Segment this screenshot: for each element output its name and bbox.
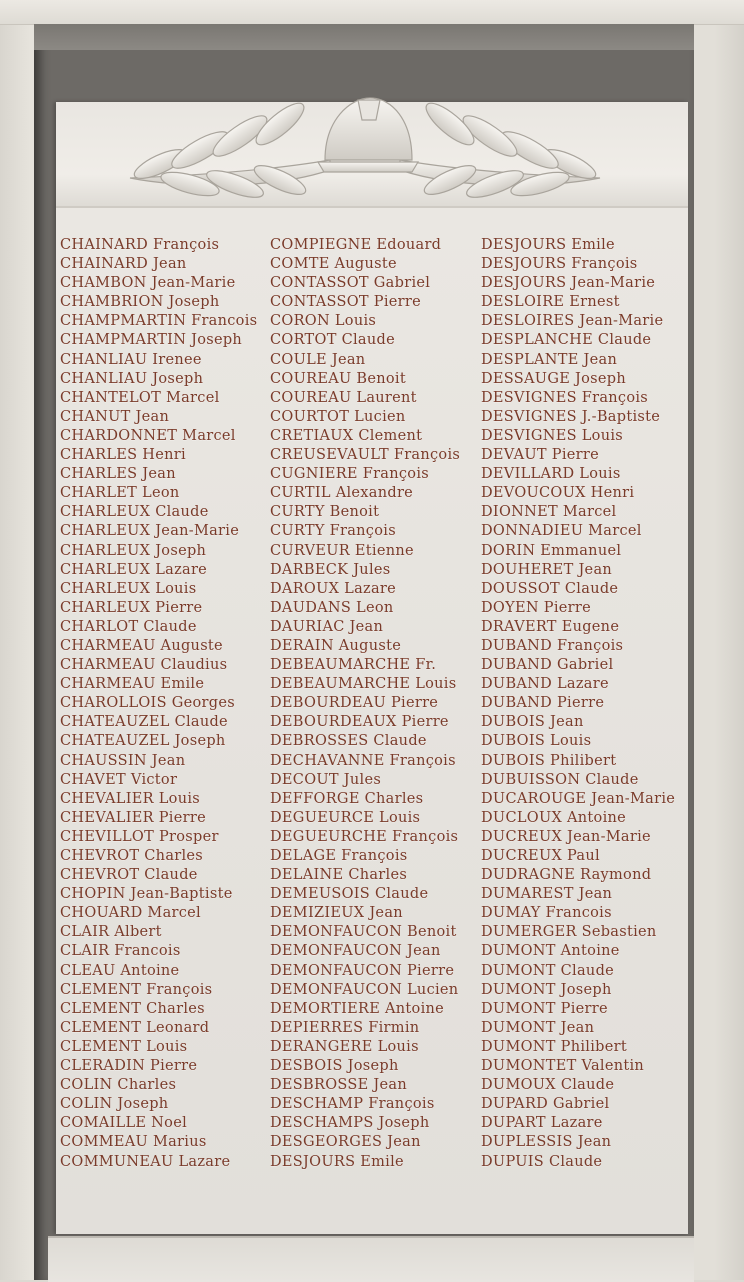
inscribed-name: COULE Jean	[270, 351, 366, 368]
inscribed-name: DUCREUX Paul	[481, 848, 600, 864]
inscribed-name: DUPUIS Claude	[481, 1153, 603, 1170]
inscribed-name: DESJOURS Jean-Marie	[481, 275, 656, 292]
inscribed-name: CLEAU Antoine	[60, 962, 180, 979]
inscribed-name: DESCHAMP François	[270, 1096, 435, 1113]
inscribed-name: DUMONT Joseph	[481, 981, 612, 998]
inscribed-name: COMAILLE Noel	[60, 1115, 188, 1132]
inscribed-name: DUMONT Claude	[481, 962, 615, 979]
inscribed-name: CHAMPMARTIN Joseph	[60, 332, 243, 349]
inscribed-name: DRAVERT Eugene	[481, 618, 620, 635]
inscribed-name: DUBOIS Philibert	[481, 752, 617, 769]
inscribed-name: DEBEAUMARCHE Fr.	[270, 657, 437, 674]
inscribed-name: CHARLEUX Jean-Marie	[60, 523, 240, 540]
inscribed-name: CHOPIN Jean-Baptiste	[60, 886, 233, 903]
inscribed-name: CHAMBON Jean-Marie	[60, 275, 236, 292]
inscribed-name: CONTASSOT Gabriel	[270, 275, 431, 292]
inscribed-name: DIONNET Marcel	[481, 504, 617, 521]
name-column-2	[270, 236, 460, 1172]
inscribed-name: CHARLEUX Louis	[60, 580, 197, 597]
inscribed-name: DUBOIS Jean	[481, 714, 584, 731]
inscribed-name: CHARMEAU Auguste	[60, 637, 223, 654]
inscribed-name: CHEVALIER Pierre	[60, 809, 206, 826]
inscribed-name: CHARLEUX Claude	[60, 504, 209, 521]
inscribed-name: CHEVALIER Louis	[60, 790, 201, 807]
inscribed-name: DEMIZIEUX Jean	[270, 905, 403, 922]
inscribed-name: DERAIN Auguste	[270, 637, 402, 654]
inscribed-name: DESJOURS Emile	[481, 237, 615, 253]
inscribed-name: DAURIAC Jean	[270, 618, 384, 635]
inscribed-name: DAROUX Lazare	[270, 580, 397, 597]
inscribed-name: CHANLIAU Joseph	[60, 370, 204, 387]
wall-cornice	[0, 0, 744, 25]
inscribed-name: DESLOIRES Jean-Marie	[481, 313, 664, 330]
inscribed-name: CHAMPMARTIN Francois	[60, 313, 258, 330]
inscribed-name: CURTIL Alexandre	[270, 485, 414, 502]
inscribed-name: DUPLESSIS Jean	[481, 1134, 612, 1151]
inscribed-name: DUDRAGNE Raymond	[481, 867, 652, 884]
inscribed-name: DARBECK Jules	[270, 561, 391, 578]
inscribed-name: DEVOUCOUX Henri	[481, 485, 635, 502]
inscribed-name: DEMEUSOIS Claude	[270, 886, 429, 903]
inscribed-name: CHAROLLOIS Georges	[60, 695, 235, 712]
inscribed-name: DUMERGER Sebastien	[481, 924, 657, 941]
inscribed-name: DESLOIRE Ernest	[481, 294, 620, 311]
inscribed-name: DUMONTET Valentin	[481, 1058, 645, 1075]
inscribed-name: CLAIR Francois	[60, 943, 181, 960]
inscribed-name: CHARLES Henri	[60, 447, 186, 464]
inscribed-name: DEVAUT Pierre	[481, 447, 599, 464]
inscribed-name: DUMONT Antoine	[481, 943, 620, 960]
inscribed-name: CHAINARD François	[60, 237, 220, 253]
inscribed-name: DEPIERRES Firmin	[270, 1019, 420, 1036]
inscribed-name: CHARLEUX Joseph	[60, 542, 207, 559]
inscribed-name: CHANLIAU Irenee	[60, 351, 202, 368]
inscribed-name: CHAMBRION Joseph	[60, 294, 220, 311]
inscribed-name: CLAIR Albert	[60, 924, 162, 941]
inscribed-name: CHEVROT Claude	[60, 867, 198, 884]
inscribed-name: DUMONT Pierre	[481, 1000, 608, 1017]
inscribed-name: DUCREUX Jean-Marie	[481, 828, 651, 845]
inscribed-name: COMTE Auguste	[270, 256, 397, 273]
inscribed-name: DUBAND Lazare	[481, 676, 609, 693]
inscribed-name: CHAINARD Jean	[60, 256, 187, 273]
inscribed-name: DESJOURS François	[481, 256, 638, 273]
plaque-base-ledge	[48, 1236, 694, 1282]
inscribed-name: COMMUNEAU Lazare	[60, 1153, 231, 1170]
inscribed-name: DOYEN Pierre	[481, 599, 591, 616]
inscribed-name: DAUDANS Leon	[270, 599, 394, 616]
inscribed-name: DECOUT Jules	[270, 771, 382, 788]
inscribed-name: CLEMENT Charles	[60, 1000, 205, 1017]
inscribed-name: DEVILLARD Louis	[481, 466, 621, 483]
inscribed-name: DEMONFAUCON Lucien	[270, 981, 459, 998]
inscribed-name: DEBOURDEAUX Pierre	[270, 714, 449, 731]
inscribed-name: CUGNIERE François	[270, 466, 430, 483]
inscribed-name: DUMONT Jean	[481, 1019, 595, 1036]
inscribed-name: CURTY Benoit	[270, 504, 380, 521]
inscribed-name: CHATEAUZEL Joseph	[60, 733, 226, 750]
inscribed-name: COUREAU Benoit	[270, 370, 406, 387]
inscribed-name: DESSAUGE Joseph	[481, 370, 626, 387]
inscribed-name: CHARLOT Claude	[60, 618, 197, 635]
inscribed-name: DESVIGNES François	[481, 389, 649, 406]
name-column-1	[60, 236, 257, 1172]
inscribed-name: COURTOT Lucien	[270, 408, 406, 425]
inscribed-name: DUMONT Philibert	[481, 1038, 627, 1055]
inscribed-name: DERANGERE Louis	[270, 1038, 419, 1055]
inscribed-name: DEMONFAUCON Jean	[270, 943, 441, 960]
inscribed-name: DESBROSSE Jean	[270, 1077, 407, 1094]
inscribed-name: DUMAREST Jean	[481, 886, 613, 903]
inscribed-name: DEBROSSES Claude	[270, 733, 427, 750]
laurel-wreath-helmet-icon	[120, 80, 610, 210]
inscribed-name: CHANTELOT Marcel	[60, 389, 220, 406]
recess-lintel	[34, 24, 694, 50]
inscribed-name: DORIN Emmanuel	[481, 542, 622, 559]
inscribed-name: DEBEAUMARCHE Louis	[270, 676, 457, 693]
inscribed-name: DUPARD Gabriel	[481, 1096, 610, 1113]
inscribed-name: DUCAROUGE Jean-Marie	[481, 790, 676, 807]
inscribed-name: DEMONFAUCON Benoit	[270, 924, 457, 941]
inscribed-name: COLIN Charles	[60, 1077, 177, 1094]
inscribed-name: DUBOIS Louis	[481, 733, 592, 750]
inscribed-name: COLIN Joseph	[60, 1096, 169, 1113]
inscribed-name: CHEVROT Charles	[60, 848, 204, 864]
inscribed-name: CLEMENT Leonard	[60, 1019, 210, 1036]
inscribed-name: DONNADIEU Marcel	[481, 523, 642, 540]
inscribed-name: CHATEAUZEL Claude	[60, 714, 228, 731]
inscribed-name: DEGUEURCE Louis	[270, 809, 421, 826]
inscribed-name: CHARLEUX Lazare	[60, 561, 208, 578]
inscribed-name: COMMEAU Marius	[60, 1134, 207, 1151]
inscribed-name: DUMOUX Claude	[481, 1077, 615, 1094]
inscribed-name: CHAVET Victor	[60, 771, 178, 788]
inscribed-name: CREUSEVAULT François	[270, 447, 461, 464]
inscribed-name: DUCLOUX Antoine	[481, 809, 627, 826]
inscribed-name: DELAGE François	[270, 848, 408, 864]
inscribed-name: CHARLET Leon	[60, 485, 180, 502]
inscribed-name: DUBAND François	[481, 637, 624, 654]
inscribed-name: DEGUEURCHE François	[270, 828, 459, 845]
inscribed-name: CHARLEUX Pierre	[60, 599, 203, 616]
inscribed-name: COMPIEGNE Edouard	[270, 237, 442, 253]
inscribed-name: CURTY François	[270, 523, 396, 540]
inscribed-name: CHARDONNET Marcel	[60, 427, 236, 444]
inscribed-name: DELAINE Charles	[270, 867, 408, 884]
inscribed-name: DEMORTIERE Antoine	[270, 1000, 445, 1017]
inscribed-name: DUPART Lazare	[481, 1115, 603, 1132]
inscribed-name: CLEMENT Louis	[60, 1038, 188, 1055]
inscribed-name: COUREAU Laurent	[270, 389, 417, 406]
inscribed-name: DESBOIS Joseph	[270, 1058, 399, 1075]
inscribed-name: CHANUT Jean	[60, 408, 170, 425]
inscribed-name: DEBOURDEAU Pierre	[270, 695, 439, 712]
name-column-3	[481, 236, 675, 1172]
inscribed-name: CHAUSSIN Jean	[60, 752, 186, 769]
inscribed-name: CHOUARD Marcel	[60, 905, 201, 922]
inscribed-name: DESPLANTE Jean	[481, 351, 618, 368]
inscribed-name: DECHAVANNE François	[270, 752, 456, 769]
inscribed-name: DESPLANCHE Claude	[481, 332, 652, 349]
inscribed-name: CLERADIN Pierre	[60, 1058, 198, 1075]
inscribed-name: DOUHERET Jean	[481, 561, 613, 578]
inscribed-name: CURVEUR Etienne	[270, 542, 414, 559]
inscribed-name: CHEVILLOT Prosper	[60, 828, 219, 845]
inscribed-name: CLEMENT François	[60, 981, 213, 998]
inscribed-name: CORTOT Claude	[270, 332, 395, 349]
inscribed-name: DOUSSOT Claude	[481, 580, 619, 597]
inscribed-name: DUBAND Gabriel	[481, 657, 614, 674]
inscribed-name: CONTASSOT Pierre	[270, 294, 422, 311]
inscribed-name: CHARLES Jean	[60, 466, 176, 483]
inscribed-name: DESCHAMPS Joseph	[270, 1115, 430, 1132]
inscribed-name: CHARMEAU Claudius	[60, 657, 228, 674]
inscribed-name: DESGEORGES Jean	[270, 1134, 421, 1151]
inscribed-name: DUBAND Pierre	[481, 695, 605, 712]
inscribed-name: DEFFORGE Charles	[270, 790, 424, 807]
inscribed-name: DUBUISSON Claude	[481, 771, 639, 788]
inscribed-name: CHARMEAU Emile	[60, 676, 205, 693]
inscribed-name: CORON Louis	[270, 313, 377, 330]
inscribed-name: DESJOURS Emile	[270, 1153, 404, 1170]
inscribed-name: DUMAY Francois	[481, 905, 612, 922]
inscribed-name: DESVIGNES J.-Baptiste	[481, 408, 661, 425]
inscribed-name: CRETIAUX Clement	[270, 427, 423, 444]
inscribed-name: DEMONFAUCON Pierre	[270, 962, 455, 979]
inscribed-name: DESVIGNES Louis	[481, 427, 624, 444]
